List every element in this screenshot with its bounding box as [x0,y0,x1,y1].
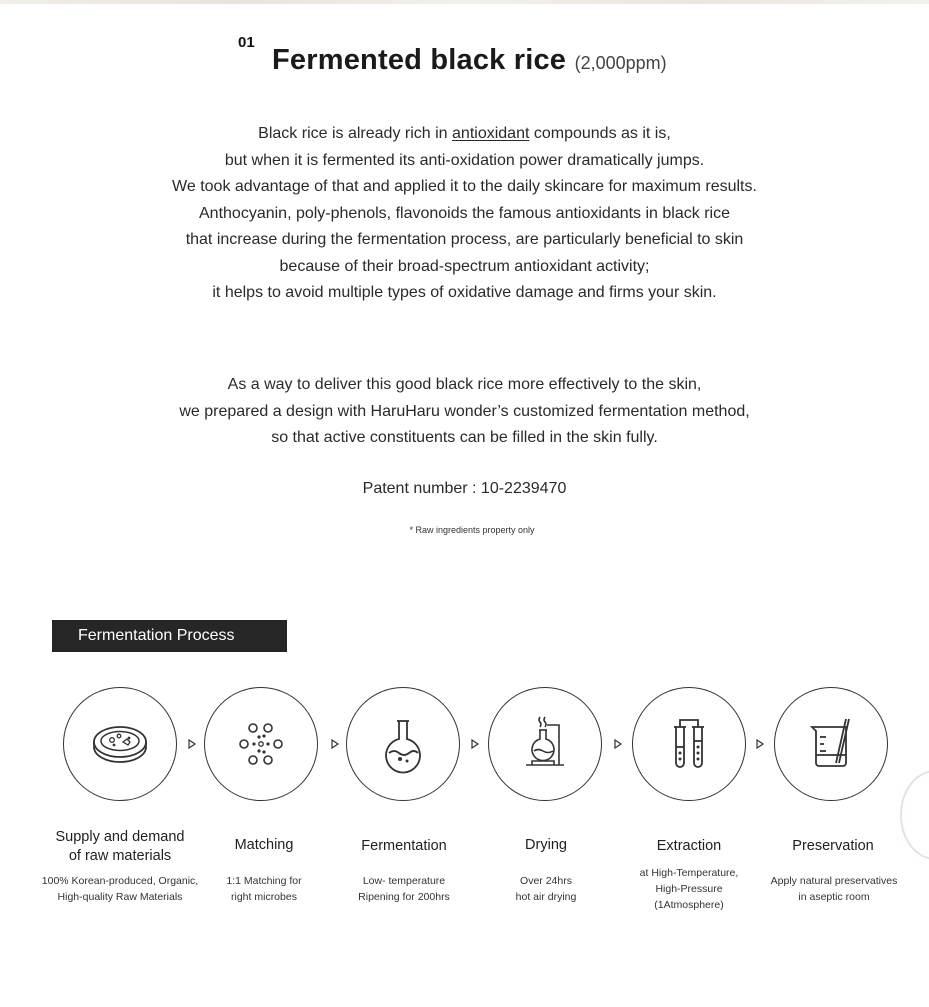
heating-flask-icon [510,709,580,779]
intro-line: Anthocyanin, poly-phenols, flavonoids the famous antioxidants in black rice [199,204,730,222]
step-description-line: in aseptic room [798,891,870,903]
step-title-line: Supply and demand [55,829,185,845]
step-title: Matching [234,837,294,853]
step-title: Extraction [656,838,722,854]
concentration-label: (2,000ppm) [574,53,667,73]
step-description-line: Over 24hrs [520,875,572,887]
method-line: we prepared a design with HaruHaru wonder’s customized fermentation method, [179,402,750,420]
microbes-icon [226,709,296,779]
arrow-right-icon [755,738,765,750]
step-description-line: hot air drying [515,891,577,903]
step-description-line: High-quality Raw Materials [57,891,183,903]
test-tubes-icon [654,709,724,779]
step-description-line: (1Atmosphere) [654,899,724,911]
title-wrap [272,44,667,77]
step-description-line: Apply natural preservatives [770,875,898,887]
patent-number: Patent number : 10-2239470 [362,480,567,497]
section-number: 01 [238,34,255,51]
intro-line: because of their broad-spectrum antioxidant activity; [279,257,650,275]
intro-line: it helps to avoid multiple types of oxidative damage and firms your skin. [212,284,717,301]
step-title [40,828,200,866]
step-description-line: 1:1 Matching for [226,875,302,887]
flask-icon [368,709,438,779]
step-description [476,873,616,905]
step-description-line: Low- temperature [362,875,446,887]
intro-line [0,121,929,148]
step-title: Fermentation [361,838,447,854]
section-heading [0,34,929,84]
intro-text: Black rice is already rich in [258,125,453,142]
step-description [752,873,916,905]
beaker-icon [796,709,866,779]
step-description-line: High-Pressure [655,883,723,895]
step-circle [488,687,602,801]
petri-dish-icon [85,709,155,779]
intro-line: but when it is fermented its anti-oxidation power dramatically jumps. [224,151,705,169]
arrow-right-icon [187,738,197,750]
intro-text: compounds as it is, [529,125,671,142]
step-description-line: 100% Korean-produced, Organic, [41,875,199,887]
top-image-strip [0,0,929,4]
step-description-line: at High-Temperature, [639,867,739,879]
method-paragraph [0,372,929,452]
step-circle [63,687,177,801]
intro-paragraph [0,121,929,307]
footnote: * Raw ingredients property only [409,525,535,535]
antioxidant-underlined: antioxidant [452,125,530,142]
step-description [30,873,210,905]
method-line: so that active constituents can be filled in the skin fully. [271,429,658,446]
step-title: Drying [525,837,567,853]
intro-line: that increase during the fermentation process, are particularly beneficial to skin [185,231,744,248]
arrow-right-icon [470,738,480,750]
step-title-line: of raw materials [68,848,172,864]
step-title: Preservation [792,838,874,854]
step-circle [204,687,318,801]
method-line: As a way to deliver this good black rice more effectively to the skin, [227,376,702,393]
step-description [619,865,759,913]
arrow-right-icon [330,738,340,750]
section-title: Fermented black rice [272,44,567,76]
step-description-line: right microbes [231,891,297,903]
arrow-right-icon [613,738,623,750]
intro-line: We took advantage of that and applied it to the daily skincare for maximum results. [172,178,757,195]
process-label: Fermentation Process [52,620,287,652]
step-circle [774,687,888,801]
process-steps [0,687,929,927]
step-description [334,873,474,905]
step-description [196,873,332,905]
step-circle [346,687,460,801]
step-description-line: Ripening for 200hrs [358,891,450,903]
step-circle [632,687,746,801]
